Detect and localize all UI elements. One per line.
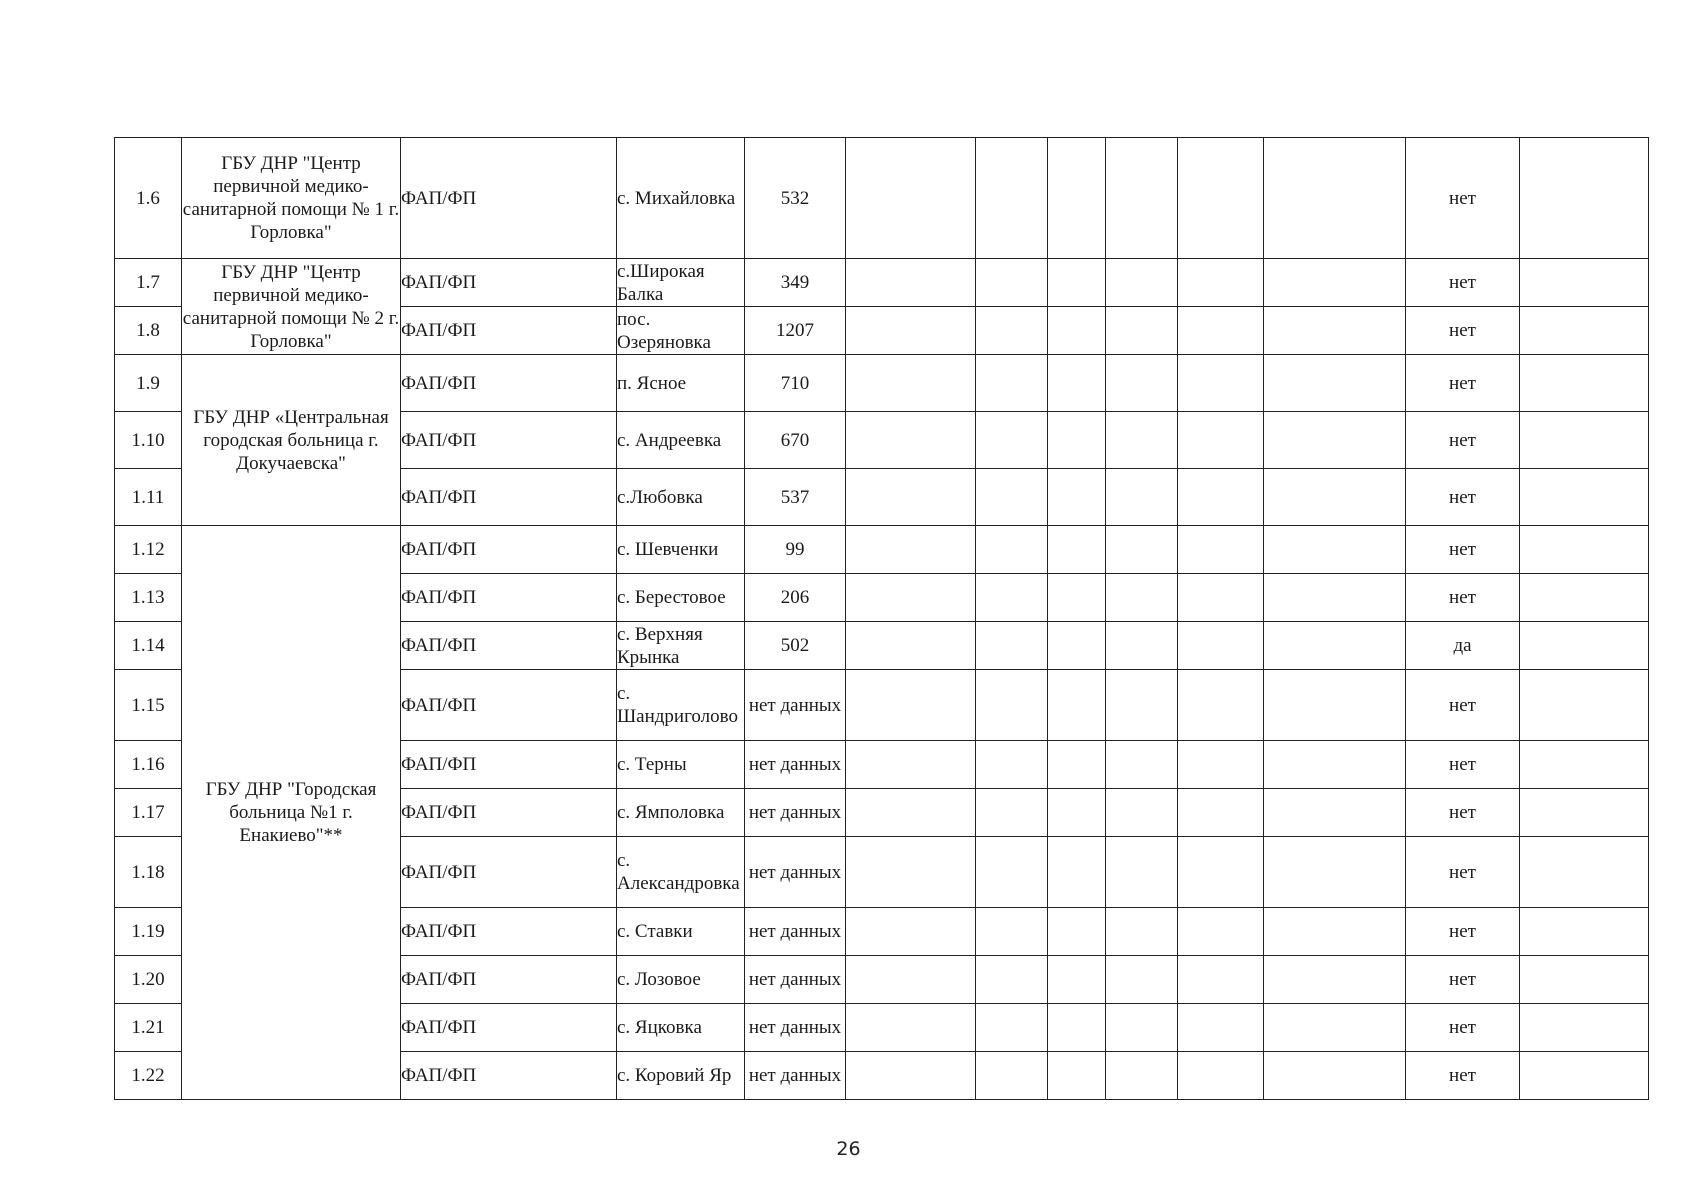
settlement: с. Коровий Яр <box>617 1052 745 1100</box>
population: 349 <box>745 259 846 307</box>
settlement: с.Широкая Балка <box>617 259 745 307</box>
population: нет данных <box>745 956 846 1004</box>
organization-name: ГБУ ДНР "Городская больница №1 г. Енакиево"** <box>182 526 401 1100</box>
row-number: 1.22 <box>115 1052 182 1100</box>
flag-value: нет <box>1406 1004 1520 1052</box>
settlement: с. Шандриголово <box>617 670 745 741</box>
settlement: с. Верхняя Крынка <box>617 622 745 670</box>
row-number: 1.14 <box>115 622 182 670</box>
organization-name: ГБУ ДНР "Центр первичной медико-санитарной помощи № 2 г. Горловка" <box>182 259 401 355</box>
organization-name: ГБУ ДНР «Центральная городская больница г. Докучаевска" <box>182 355 401 526</box>
row-number: 1.18 <box>115 837 182 908</box>
flag-value: нет <box>1406 259 1520 307</box>
settlement: с. Александровка <box>617 837 745 908</box>
facility-type: ФАП/ФП <box>401 526 617 574</box>
population: 532 <box>745 138 846 259</box>
flag-value: нет <box>1406 412 1520 469</box>
row-number: 1.6 <box>115 138 182 259</box>
population: нет данных <box>745 908 846 956</box>
facility-type: ФАП/ФП <box>401 670 617 741</box>
flag-value: нет <box>1406 469 1520 526</box>
population: 99 <box>745 526 846 574</box>
settlement: с. Яцковка <box>617 1004 745 1052</box>
population: нет данных <box>745 670 846 741</box>
flag-value: нет <box>1406 789 1520 837</box>
flag-value: нет <box>1406 307 1520 355</box>
settlement: с. Берестовое <box>617 574 745 622</box>
settlement: с. Ставки <box>617 908 745 956</box>
settlement: с. Шевченки <box>617 526 745 574</box>
facility-type: ФАП/ФП <box>401 412 617 469</box>
settlement: с. Терны <box>617 741 745 789</box>
facility-type: ФАП/ФП <box>401 789 617 837</box>
population: нет данных <box>745 1004 846 1052</box>
facility-type: ФАП/ФП <box>401 138 617 259</box>
flag-value: нет <box>1406 956 1520 1004</box>
table-row <box>115 259 1649 307</box>
flag-value: нет <box>1406 1052 1520 1100</box>
facility-type: ФАП/ФП <box>401 355 617 412</box>
table-row <box>115 138 1649 259</box>
table-row <box>115 355 1649 412</box>
settlement: с. Михайловка <box>617 138 745 259</box>
flag-value: нет <box>1406 908 1520 956</box>
table-row <box>115 526 1649 574</box>
facility-type: ФАП/ФП <box>401 1004 617 1052</box>
facility-type: ФАП/ФП <box>401 574 617 622</box>
row-number: 1.21 <box>115 1004 182 1052</box>
row-number: 1.11 <box>115 469 182 526</box>
row-number: 1.8 <box>115 307 182 355</box>
flag-value: нет <box>1406 138 1520 259</box>
settlement: п. Ясное <box>617 355 745 412</box>
flag-value: нет <box>1406 526 1520 574</box>
facility-type: ФАП/ФП <box>401 259 617 307</box>
row-number: 1.17 <box>115 789 182 837</box>
row-number: 1.9 <box>115 355 182 412</box>
facility-type: ФАП/ФП <box>401 956 617 1004</box>
facility-type: ФАП/ФП <box>401 837 617 908</box>
population: нет данных <box>745 741 846 789</box>
organization-name: ГБУ ДНР "Центр первичной медико-санитарной помощи № 1 г. Горловка" <box>182 138 401 259</box>
settlement: с.Любовка <box>617 469 745 526</box>
population: 502 <box>745 622 846 670</box>
flag-value: нет <box>1406 670 1520 741</box>
flag-value: нет <box>1406 355 1520 412</box>
row-number: 1.20 <box>115 956 182 1004</box>
population: 1207 <box>745 307 846 355</box>
facilities-table <box>114 137 1649 1100</box>
population: 537 <box>745 469 846 526</box>
facility-type: ФАП/ФП <box>401 307 617 355</box>
population: 206 <box>745 574 846 622</box>
row-number: 1.10 <box>115 412 182 469</box>
facility-type: ФАП/ФП <box>401 469 617 526</box>
page-number: 26 <box>836 1138 861 1160</box>
facility-type: ФАП/ФП <box>401 908 617 956</box>
row-number: 1.19 <box>115 908 182 956</box>
settlement: с. Ямполовка <box>617 789 745 837</box>
population: нет данных <box>745 1052 846 1100</box>
facility-type: ФАП/ФП <box>401 1052 617 1100</box>
row-number: 1.15 <box>115 670 182 741</box>
flag-value: да <box>1406 622 1520 670</box>
flag-value: нет <box>1406 837 1520 908</box>
row-number: 1.7 <box>115 259 182 307</box>
settlement: с. Андреевка <box>617 412 745 469</box>
settlement: с. Лозовое <box>617 956 745 1004</box>
facility-type: ФАП/ФП <box>401 741 617 789</box>
population: 710 <box>745 355 846 412</box>
row-number: 1.16 <box>115 741 182 789</box>
population: нет данных <box>745 837 846 908</box>
population: 670 <box>745 412 846 469</box>
row-number: 1.12 <box>115 526 182 574</box>
row-number: 1.13 <box>115 574 182 622</box>
flag-value: нет <box>1406 741 1520 789</box>
facility-type: ФАП/ФП <box>401 622 617 670</box>
population: нет данных <box>745 789 846 837</box>
flag-value: нет <box>1406 574 1520 622</box>
settlement: пос. Озеряновка <box>617 307 745 355</box>
